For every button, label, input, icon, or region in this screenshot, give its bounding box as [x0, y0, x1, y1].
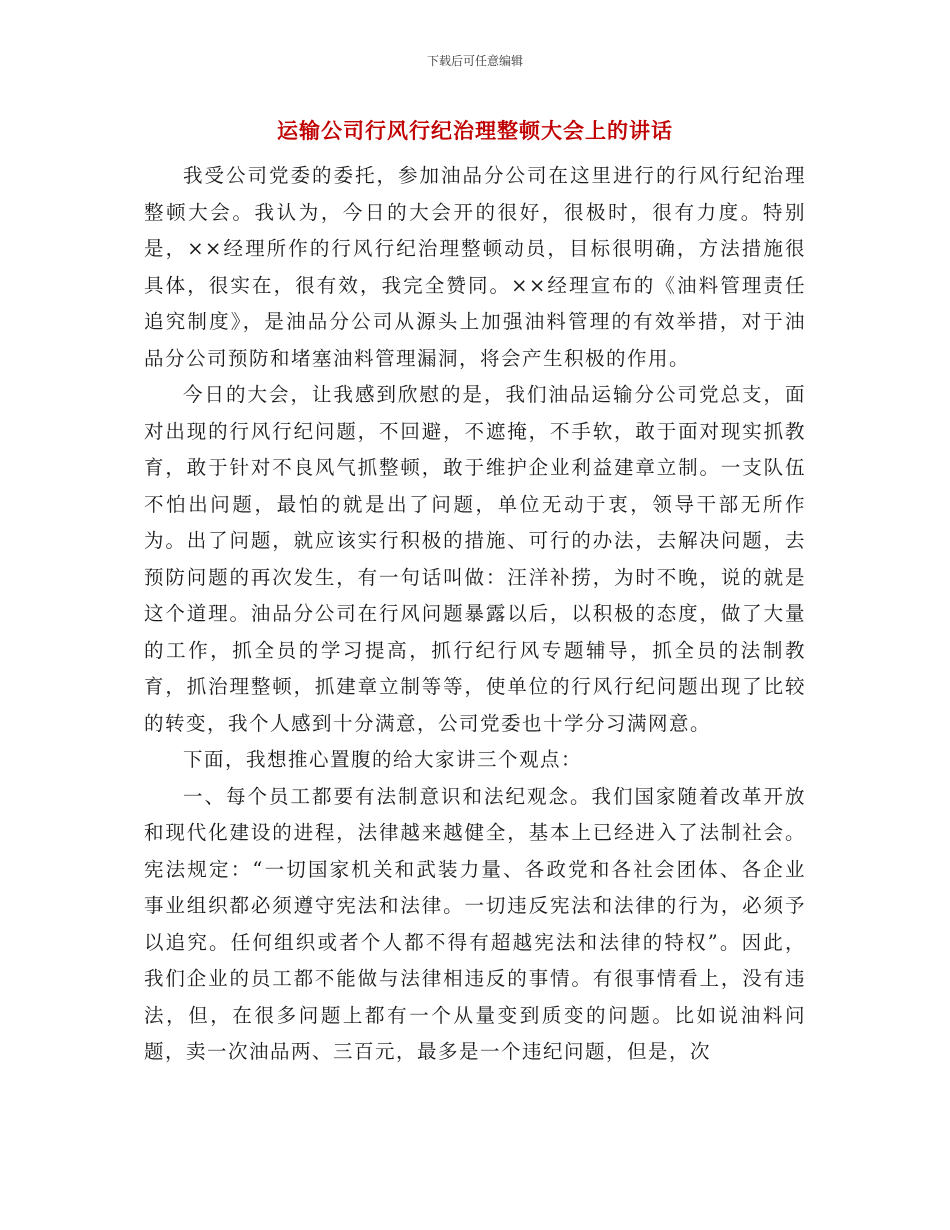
paragraph-2: 今日的大会，让我感到欣慰的是，我们油品运输分公司党总支，面对出现的行风行纪问题，不回避，不遮掩，不手软，敢于面对现实抓教育，敢于针对不良风气抓整顿，敢于维护企业利益建章立制。一支队伍不怕出问题，最怕的就是出了问题，单位无动于衷，领导干部无所作为。出了问题，就应该实行积极的措施、可行的办法，去解决问题，去预防问题的再次发生，有一句话叫做：汪洋补捞，为时不晚，说的就是这个道理。油品分公司在行风问题暴露以后，以积极的态度，做了大量的工作，抓全员的学习提高，抓行纪行风专题辅导，抓全员的法制教育，抓治理整顿，抓建章立制等等，使单位的行风行纪问题出现了比较的转变，我个人感到十分满意，公司党委也十学分习满网意。	[144, 383, 806, 735]
paragraph-3: 下面，我想推心置腹的给大家讲三个观点：	[183, 748, 583, 771]
document-body	[144, 158, 806, 1071]
document-title: 运输公司行风行纪治理整顿大会上的讲话	[277, 118, 673, 143]
paragraph-1: 我受公司党委的委托，参加油品分公司在这里进行的行风行纪治理整顿大会。我认为，今日的大会开的很好，很极时，很有力度。特别是，××经理所作的行风行纪治理整顿动员，目标很明确，方法措施很具体，很实在，很有效，我完全赞同。××经理宣布的《油料管理责任追究制度》，是油品分公司从源头上加强油料管理的有效举措，对于油品分公司预防和堵塞油料管理漏洞，将会产生积极的作用。	[144, 164, 806, 370]
paragraph-4: 一、每个员工都要有法制意识和法纪观念。我们国家随着改革开放和现代化建设的进程，法律越来越健全，基本上已经进入了法制社会。宪法规定：“一切国家机关和武装力量、各政党和各社会团体、各企业事业组织都必须遵守宪法和法律。一切违反宪法和法律的行为，必须予以追究。任何组织或者个人都不得有超越宪法和法律的特权”。因此，我们企业的员工都不能做与法律相违反的事情。有很事情看上，没有违法，但，在很多问题上都有一个从量变到质变的问题。比如说油料问题，卖一次油品两、三百元，最多是一个违纪问题，但是，次	[144, 784, 806, 1063]
page-header: 下载后可任意编辑	[426, 54, 523, 68]
